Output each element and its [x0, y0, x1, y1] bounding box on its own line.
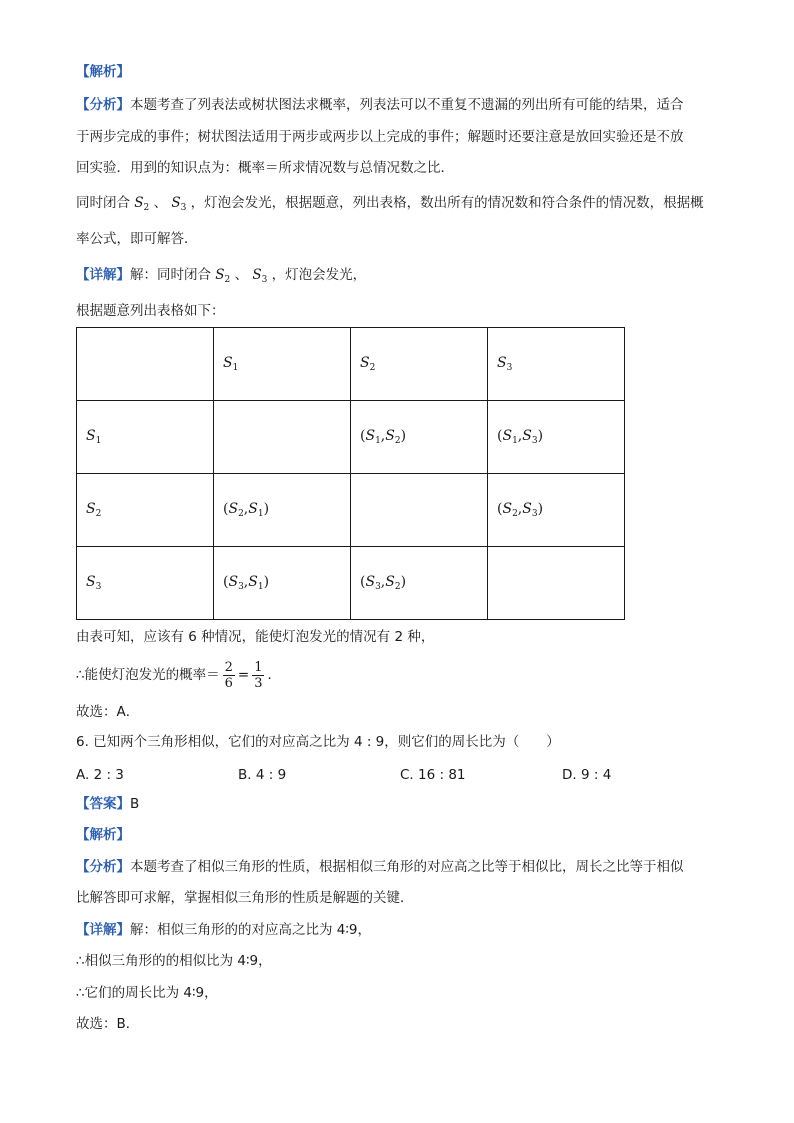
- table-cell-r1-c2: $(S_1,S_2)$: [351, 401, 488, 474]
- fraction-2-over-6: $\frac{2}{6}$: [224, 659, 233, 691]
- table-cell-r1-c3: $(S_1,S_3)$: [488, 401, 625, 474]
- table-row: [77, 547, 625, 620]
- q6-analysis-heading: 【解析】: [76, 827, 130, 843]
- table-cell-r3-c3: [488, 547, 625, 620]
- q6-detail-line-1: 【详解】解：相似三角形的的对应高之比为 4∶9，: [76, 922, 371, 938]
- option-b: B. 4 : 9: [238, 767, 287, 783]
- table-cell-r2-c2: [351, 474, 488, 547]
- option-a: A. 2 : 3: [76, 767, 124, 783]
- table-row: [77, 474, 625, 547]
- table-cell-r2-c1: $(S_2,S_1)$: [214, 474, 351, 547]
- outcome-table: [76, 327, 625, 620]
- table-cell-r2-c0: $S_2$: [77, 474, 214, 547]
- q6-answer-line: 【答案】B: [76, 796, 140, 812]
- q6-detail-line-2: ∴相似三角形的的相似比为 4∶9，: [76, 953, 272, 969]
- table-intro: 根据题意列出表格如下：: [76, 303, 225, 319]
- detail-line: 【详解】解：同时闭合 $S_2$ 、 $S_3$ ，灯泡会发光，: [76, 267, 367, 285]
- table-cell-r3-c0: $S_3$: [77, 547, 214, 620]
- method-paragraph-line-2: 率公式，即可解答．: [76, 231, 198, 247]
- fraction-1-over-3: $\frac{1}{3}$: [254, 659, 263, 691]
- answer-line: 故选：A．: [76, 704, 140, 720]
- table-cell-r0-c1: $S_1$: [214, 328, 351, 401]
- q6-final-answer: 故选：B．: [76, 1016, 140, 1032]
- probability-line: ∴能使灯泡发光的概率＝ $\frac{2}{6}$ = $\frac{1}{3}$ ．: [76, 659, 281, 691]
- table-cell-r0-c2: $S_2$: [351, 328, 488, 401]
- table-row: [77, 401, 625, 474]
- table-conclusion: 由表可知，应该有 6 种情况，能使灯泡发光的情况有 2 种，: [76, 629, 435, 645]
- analysis-heading: 【解析】: [76, 64, 130, 80]
- q6-analysis-line-1: 【分析】本题考查了相似三角形的性质，根据相似三角形的对应高之比等于相似比，周长之比等于相似: [76, 859, 684, 875]
- analysis-paragraph-line-3: 回实验．用到的知识点为：概率＝所求情况数与总情况数之比．: [76, 160, 454, 176]
- table-cell-r3-c2: $(S_3,S_2)$: [351, 547, 488, 620]
- table-cell-r0-c0: [77, 328, 214, 401]
- method-paragraph-line-1: 同时闭合 $S_2$ 、 $S_3$ ，灯泡会发光，根据题意，列出表格，数出所有的情况数和符合条件的情况数，根据概: [76, 195, 704, 213]
- option-c: C. 16 : 81: [400, 767, 466, 783]
- analysis-paragraph-line-2: 于两步完成的事件；树状图法适用于两步或两步以上完成的事件；解题时还要注意是放回实验还是不放: [76, 129, 684, 145]
- table-cell-r0-c3: $S_3$: [488, 328, 625, 401]
- table-cell-r1-c0: $S_1$: [77, 401, 214, 474]
- table-cell-r3-c1: $(S_3,S_1)$: [214, 547, 351, 620]
- table-cell-r1-c1: [214, 401, 351, 474]
- q6-analysis-line-2: 比解答即可求解，掌握相似三角形的性质是解题的关键．: [76, 890, 414, 906]
- q6-detail-line-3: ∴它们的周长比为 4∶9，: [76, 985, 218, 1001]
- question-6-stem: 6. 已知两个三角形相似，它们的对应高之比为 4 : 9，则它们的周长比为（ ）: [76, 734, 560, 750]
- table-cell-r2-c3: $(S_2,S_3)$: [488, 474, 625, 547]
- option-d: D. 9 : 4: [562, 767, 612, 783]
- table-row: [77, 328, 625, 401]
- analysis-paragraph-line-1: 【分析】本题考查了列表法或树状图法求概率，列表法可以不重复不遗漏的列出所有可能的结果，适合: [76, 97, 684, 113]
